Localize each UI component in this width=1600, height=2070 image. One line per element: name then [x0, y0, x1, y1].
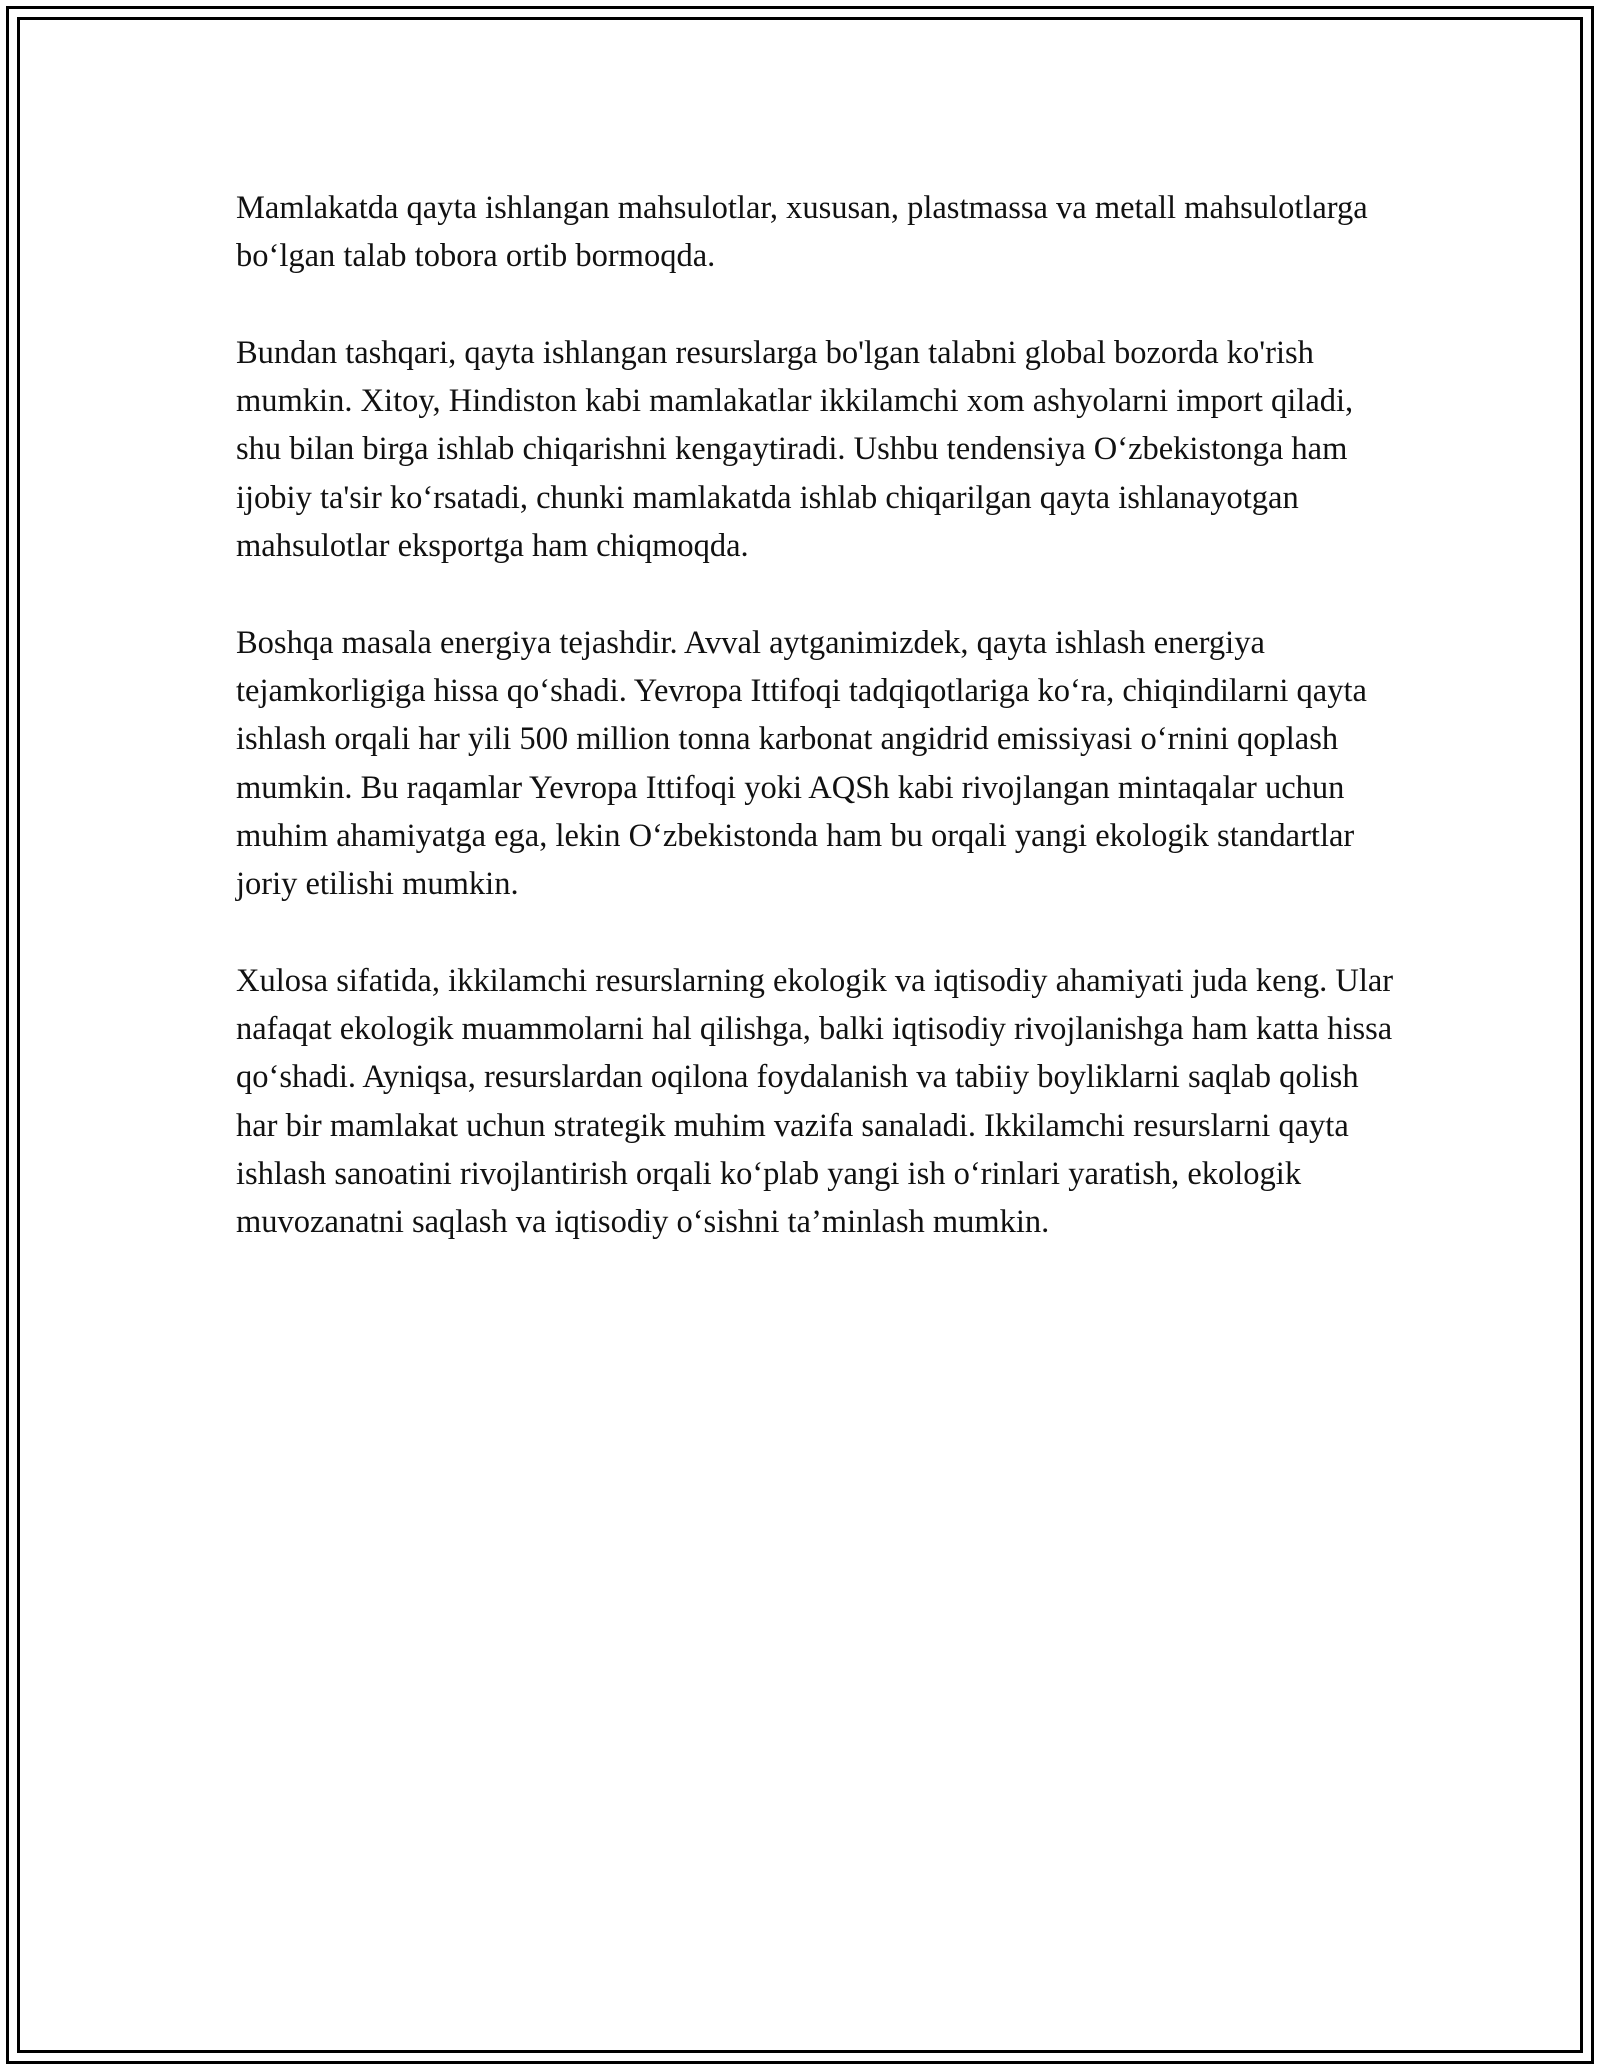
document-body [236, 184, 1396, 1295]
paragraph-4: Xulosa sifatida, ikkilamchi resurslarning ekologik va iqtisodiy ahamiyati juda keng. Ular nafaqat ekologik muammolarni hal qilishga, balki iqtisodiy rivojlanishga ham katta hissa qo‘shadi. Ayniqsa, resurslardan oqilona foydalanish va tabiiy boyliklarni saqlab qolish har bir mamlakat uchun strategik muhim vazifa sanaladi. Ikkilamchi resurslarni qayta ishlash sanoatini rivojlantirish orqali ko‘plab yangi ish o‘rinlari yaratish, ekologik muvozanatni saqlash va iqtisodiy o‘sishni ta’minlash mumkin. [236, 962, 1394, 1241]
paragraph-3: Boshqa masala energiya tejashdir. Avval aytganimizdek, qayta ishlash energiya tejamkorligiga hissa qo‘shadi. Yevropa Ittifoqi tadqiqotlariga ko‘ra, chiqindilarni qayta ishlash orqali har yili 500 million tonna karbonat angidrid emissiyasi o‘rnini qoplash mumkin. Bu raqamlar Yevropa Ittifoqi yoki AQSh kabi rivojlangan mintaqalar uchun muhim ahamiyatga ega, lekin O‘zbekistonda ham bu orqali yangi ekologik standartlar joriy etilishi mumkin. [236, 624, 1367, 903]
paragraph-2: Bundan tashqari, qayta ishlangan resurslarga bo'lgan talabni global bozorda ko'rish mumkin. Xitoy, Hindiston kabi mamlakatlar ikkilamchi xom ashyolarni import qiladi, shu bilan birga ishlab chiqarishni kengaytiradi. Ushbu tendensiya O‘zbekistonga ham ijobiy ta'sir ko‘rsatadi, chunki mamlakatda ishlab chiqarilgan qayta ishlanayotgan mahsulotlar eksportga ham chiqmoqda. [236, 334, 1354, 565]
paragraph-1: Mamlakatda qayta ishlangan mahsulotlar, xususan, plastmassa va metall mahsulotlarga bo‘lgan talab tobora ortib bormoqda. [236, 190, 1368, 275]
